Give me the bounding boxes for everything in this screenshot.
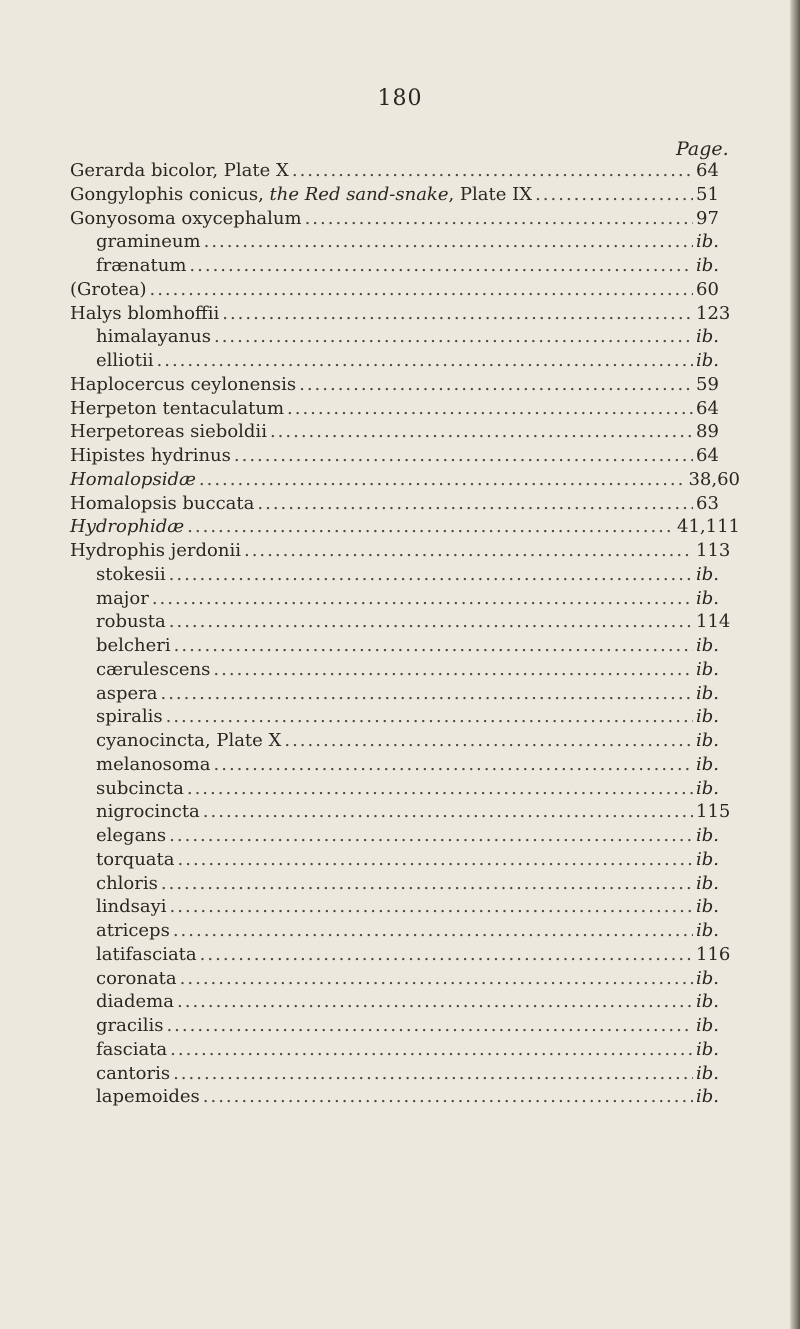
index-entry — [70, 706, 740, 730]
entry-name — [70, 849, 175, 870]
entry-name — [70, 421, 267, 442]
entry-page: ib. — [696, 896, 720, 918]
index-entry — [70, 540, 740, 564]
entry-name-text: Homalopsidæ — [70, 468, 196, 490]
entry-name-text: elegans — [96, 825, 167, 846]
entry-name-text: Gonyosoma oxycephalum — [70, 207, 302, 229]
index-entry — [70, 184, 740, 208]
index-entry — [70, 469, 740, 493]
dot-leader — [305, 208, 693, 229]
index-entry — [70, 421, 740, 445]
entry-name-text: cærulescens — [96, 658, 211, 680]
entry-page: 51 — [696, 183, 719, 205]
dot-leader — [213, 659, 693, 680]
entry-name — [70, 445, 231, 466]
entry-name-text: himalayanus — [96, 326, 211, 348]
entry-name-text: fasciata — [96, 1038, 168, 1060]
entry-name — [70, 516, 184, 537]
index-entry — [70, 849, 740, 873]
entry-name-text: aspera — [96, 682, 158, 704]
index-entry — [70, 445, 740, 469]
entry-name-text: belcheri — [96, 635, 171, 656]
index-entry — [70, 1063, 740, 1087]
entry-name-text: Herpeton tentaculatum — [70, 397, 285, 419]
dot-leader — [214, 754, 693, 775]
index-entry — [70, 730, 740, 754]
dot-leader — [160, 683, 693, 704]
index-entry — [70, 493, 740, 517]
entry-name — [70, 1015, 163, 1036]
page-number: 180 — [377, 86, 423, 111]
entry-page: ib. — [696, 1062, 720, 1084]
entry-page: 60 — [696, 278, 719, 300]
index-entry — [70, 968, 740, 992]
entry-name — [70, 896, 167, 917]
dot-leader — [173, 1063, 693, 1084]
entry-name-text: chloris — [96, 872, 158, 894]
entry-name — [70, 706, 163, 727]
entry-name — [70, 184, 532, 205]
entry-name-text: cyanocincta, Plate X — [96, 730, 282, 751]
index-entry — [70, 1086, 740, 1110]
entry-page: ib. — [696, 920, 720, 941]
index-entry — [70, 825, 740, 849]
entry-name — [70, 469, 196, 490]
entry-page: ib. — [696, 730, 720, 751]
index-entry — [70, 398, 740, 422]
page-column-header: Page. — [676, 138, 729, 160]
entry-page: ib. — [696, 231, 720, 253]
index-entry — [70, 231, 740, 255]
entry-page: 38,60 — [688, 468, 740, 490]
entry-name — [70, 825, 166, 846]
index-entry — [70, 588, 740, 612]
entry-name-text: torquata — [96, 848, 175, 870]
index-entry — [70, 303, 740, 327]
entry-page: ib. — [696, 753, 720, 775]
dot-leader — [292, 160, 693, 181]
entry-page: ib. — [696, 255, 720, 276]
entry-name-text: frænatum — [96, 255, 187, 276]
entry-name-text: (Grotea) — [70, 278, 147, 300]
entry-page: 64 — [696, 160, 719, 181]
entry-name — [70, 991, 174, 1012]
index-entry — [70, 374, 740, 398]
entry-page: ib. — [696, 587, 720, 609]
page-edge — [790, 0, 800, 1329]
entry-page: ib. — [696, 658, 720, 680]
index-entry — [70, 326, 740, 350]
entry-name — [70, 635, 171, 656]
entry-name-part: the Red sand-snake — [269, 183, 449, 205]
entry-page: ib. — [696, 326, 720, 348]
dot-leader — [149, 279, 693, 300]
dot-leader — [170, 1039, 693, 1060]
dot-leader — [189, 255, 693, 276]
dot-leader — [257, 493, 693, 514]
entry-page: 64 — [696, 445, 719, 466]
entry-page: ib. — [696, 350, 720, 371]
entry-name — [70, 968, 177, 989]
dot-leader — [177, 991, 693, 1012]
entry-name — [70, 160, 289, 181]
entry-name-text: subcincta — [96, 777, 184, 799]
index-entry — [70, 1015, 740, 1039]
dot-leader — [222, 303, 693, 324]
entry-name — [70, 778, 184, 799]
entry-name — [70, 374, 296, 395]
dot-leader — [187, 778, 693, 799]
dot-leader — [203, 1086, 693, 1107]
dot-leader — [166, 706, 693, 727]
entry-page: ib. — [696, 777, 720, 799]
entry-name — [70, 398, 284, 419]
dot-leader — [173, 920, 693, 941]
dot-leader — [535, 184, 693, 205]
index-entry — [70, 801, 740, 825]
entry-name-text: robusta — [96, 611, 166, 633]
dot-leader — [178, 849, 694, 870]
dot-leader — [174, 635, 693, 656]
entry-name — [70, 1063, 170, 1084]
entry-name-text: gramineum — [96, 231, 201, 253]
entry-name — [70, 588, 149, 609]
entry-name — [70, 350, 154, 371]
entry-name-text: lindsayi — [96, 896, 167, 918]
dot-leader — [284, 730, 693, 751]
entry-page: ib. — [696, 635, 720, 656]
entry-page: ib. — [696, 825, 720, 846]
dot-leader — [299, 374, 693, 395]
index-entry — [70, 1039, 740, 1063]
entry-page: 123 — [696, 302, 731, 324]
entry-name — [70, 611, 166, 632]
entry-name — [70, 1086, 200, 1107]
entry-page: ib. — [696, 563, 720, 585]
entry-name — [70, 801, 200, 822]
entry-name-text: elliotii — [96, 350, 154, 371]
dot-leader — [152, 588, 693, 609]
entry-name — [70, 873, 158, 894]
entry-name-text: Hipistes hydrinus — [70, 445, 231, 466]
entry-page: 113 — [696, 540, 731, 561]
dot-leader — [270, 421, 693, 442]
index-entry — [70, 754, 740, 778]
entry-name — [70, 255, 186, 276]
dot-leader — [204, 231, 693, 252]
dot-leader — [234, 445, 693, 466]
dot-leader — [170, 896, 693, 917]
entry-page: 114 — [696, 611, 731, 633]
entry-name-text: Hydrophis jerdonii — [70, 540, 241, 561]
index-entry — [70, 160, 740, 184]
dot-leader — [200, 944, 693, 965]
index-entry — [70, 635, 740, 659]
dot-leader — [157, 350, 693, 371]
entry-name — [70, 231, 201, 252]
entry-page: ib. — [696, 682, 720, 704]
entry-name-text: Gerarda bicolor, Plate X — [70, 160, 289, 181]
entry-page: 59 — [696, 373, 719, 395]
index-entries — [70, 160, 740, 1110]
entry-page: ib. — [696, 1038, 720, 1060]
dot-leader — [169, 825, 693, 846]
entry-page: 64 — [696, 397, 719, 419]
entry-page: ib. — [696, 1086, 720, 1108]
index-entry — [70, 873, 740, 897]
entry-name — [70, 1039, 167, 1060]
dot-leader — [244, 540, 693, 561]
entry-page: 41,111 — [677, 516, 740, 538]
entry-name — [70, 683, 157, 704]
entry-name — [70, 279, 146, 300]
entry-name-text: Haplocercus ceylonensis — [70, 373, 297, 395]
index-entry — [70, 350, 740, 374]
entry-page: 116 — [696, 943, 731, 965]
entry-name — [70, 303, 219, 324]
entry-name-text: spiralis — [96, 706, 163, 728]
entry-name — [70, 326, 211, 347]
entry-name — [70, 208, 302, 229]
index-entry — [70, 255, 740, 279]
index-entry — [70, 279, 740, 303]
entry-page: ib. — [696, 848, 720, 870]
dot-leader — [169, 611, 693, 632]
entry-name-text: coronata — [96, 967, 177, 989]
entry-page: ib. — [696, 872, 720, 894]
dot-leader — [214, 326, 693, 347]
index-entry — [70, 896, 740, 920]
entry-page: 89 — [696, 421, 719, 443]
entry-name — [70, 564, 166, 585]
index-entry — [70, 920, 740, 944]
index-entry — [70, 208, 740, 232]
entry-name-text: Herpetoreas sieboldii — [70, 421, 267, 443]
entry-name-part: , Plate IX — [448, 183, 533, 205]
entry-name-text: Hydrophidæ — [70, 516, 185, 538]
dot-leader — [287, 398, 693, 419]
dot-leader — [199, 469, 686, 490]
entry-name-text: latifasciata — [96, 943, 197, 965]
entry-name-text: Halys blomhoffii — [70, 302, 220, 324]
entry-page: 63 — [696, 492, 719, 514]
entry-name-part: Gongylophis conicus, — [70, 183, 270, 205]
entry-name-text: nigrocincta — [96, 801, 200, 823]
dot-leader — [187, 516, 674, 537]
entry-page: ib. — [696, 967, 720, 989]
dot-leader — [166, 1015, 693, 1036]
index-entry — [70, 659, 740, 683]
entry-name-text: stokesii — [96, 563, 166, 585]
entry-name-text: gracilis — [96, 1015, 164, 1036]
index-entry — [70, 944, 740, 968]
entry-page: ib. — [696, 706, 720, 728]
index-entry — [70, 683, 740, 707]
index-entry — [70, 778, 740, 802]
dot-leader — [169, 564, 693, 585]
index-entry — [70, 611, 740, 635]
entry-name-text: lapemoides — [96, 1086, 200, 1108]
dot-leader — [203, 801, 693, 822]
entry-page: ib. — [696, 1015, 720, 1036]
dot-leader — [161, 873, 693, 894]
entry-name — [70, 540, 241, 561]
entry-name-text: melanosoma — [96, 753, 211, 775]
entry-name-text: major — [96, 587, 149, 609]
entry-name — [70, 493, 254, 514]
entry-name — [70, 920, 170, 941]
entry-name-text: cantoris — [96, 1062, 171, 1084]
entry-name — [70, 730, 281, 751]
entry-name-text: diadema — [96, 991, 174, 1013]
entry-page: 97 — [696, 207, 719, 229]
index-entry — [70, 564, 740, 588]
dot-leader — [180, 968, 693, 989]
index-entry — [70, 991, 740, 1015]
entry-name — [70, 754, 211, 775]
entry-name-text: atriceps — [96, 920, 170, 941]
entry-name-text: Homalopsis buccata — [70, 492, 255, 514]
entry-page: ib. — [696, 991, 720, 1013]
entry-name — [70, 944, 197, 965]
entry-page: 115 — [696, 801, 731, 823]
index-entry — [70, 516, 740, 540]
entry-name — [70, 659, 210, 680]
